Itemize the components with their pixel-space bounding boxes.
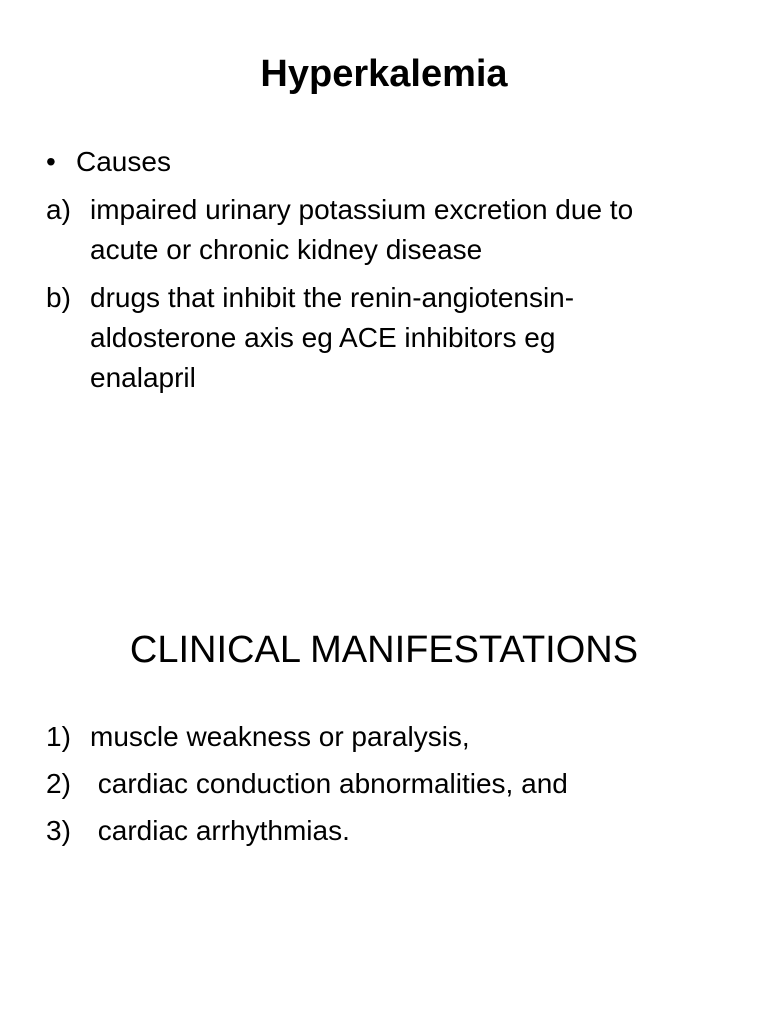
list-marker: 1) [46, 721, 71, 752]
list-item-line: impaired urinary potassium excretion due to [90, 194, 634, 225]
list-item-text [90, 278, 746, 398]
list-item-line: acute or chronic kidney disease [90, 234, 483, 265]
list-item [46, 812, 746, 850]
list-item [46, 718, 746, 756]
list-item [46, 765, 746, 803]
page-title: Hyperkalemia [260, 53, 508, 95]
section-heading: CLINICAL MANIFESTATIONS [129, 629, 639, 671]
list-item-line: drugs that inhibit the renin-angiotensin- [90, 282, 575, 313]
causes-bullet [46, 142, 746, 182]
causes-section [46, 142, 746, 398]
list-item-line: aldosterone axis eg ACE inhibitors eg [90, 322, 556, 353]
list-item-text: muscle weakness or paralysis, [90, 721, 470, 752]
manifestations-list [46, 718, 746, 859]
bullet-mark: • [46, 146, 56, 177]
list-marker: 3) [46, 815, 71, 846]
list-marker: 2) [46, 768, 71, 799]
list-item-text: cardiac conduction abnormalities, and [90, 768, 568, 799]
list-marker: b) [46, 282, 71, 313]
list-item-text [90, 190, 746, 270]
list-marker: a) [46, 194, 71, 225]
bullet-text: Causes [76, 146, 171, 177]
list-item-text: cardiac arrhythmias. [90, 815, 350, 846]
list-item-line: enalapril [90, 362, 196, 393]
cause-item-b [46, 278, 746, 398]
cause-item-a [46, 190, 746, 270]
